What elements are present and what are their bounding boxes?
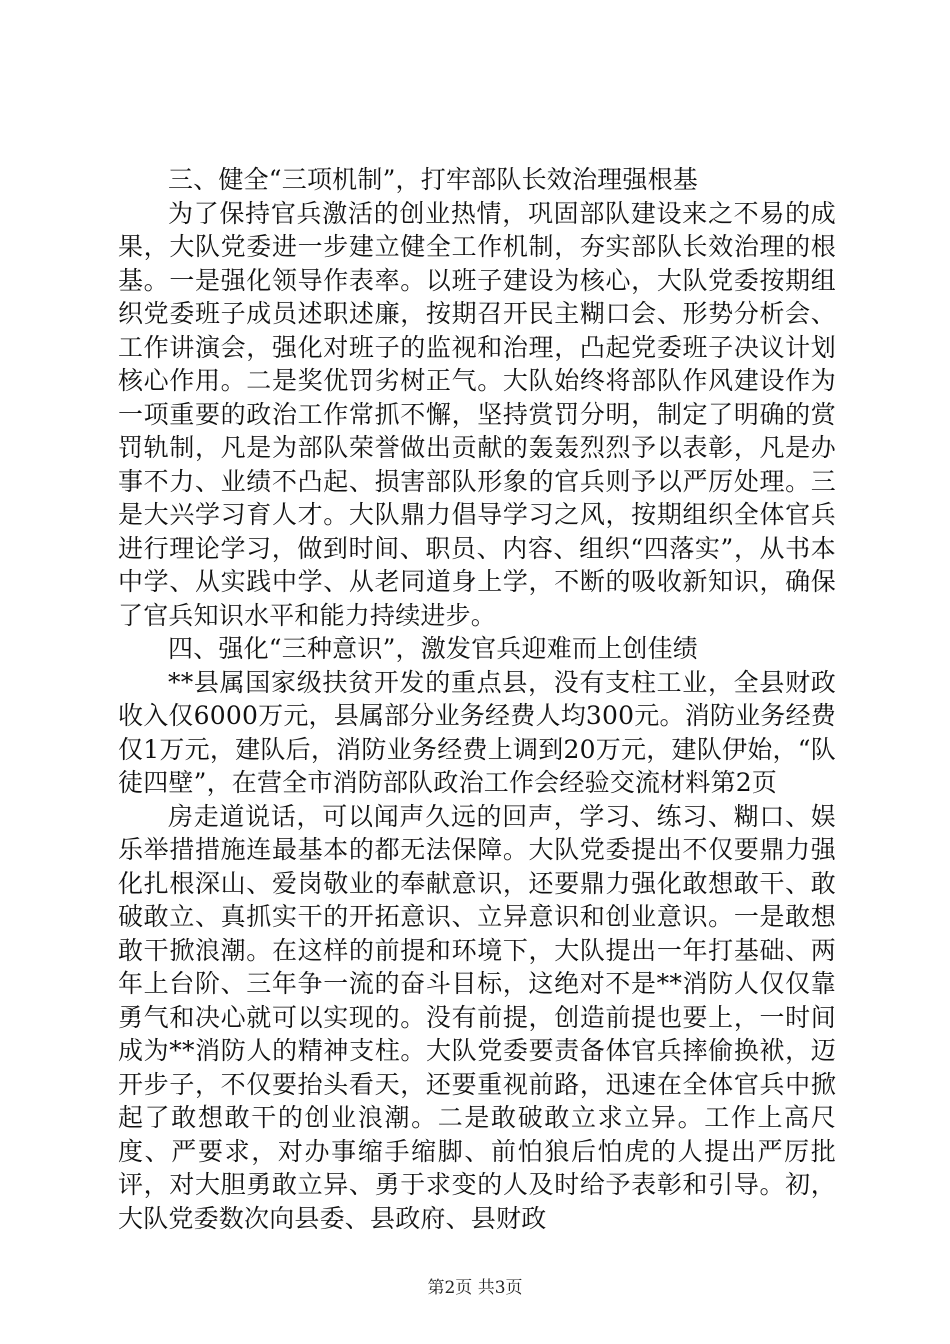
paragraph-county-background: **县属国家级扶贫开发的重点县，没有支柱工业，全县财政收入仅6000万元，县属部分业务经费人均300元。消防业务经费仅1万元，建队后，消防业务经费上调到20万元，建队伊始，“队徒四壁”，在营全市消防部队政治工作会经验交流材料第2页	[118, 667, 836, 797]
paragraph-awareness: 房走道说话，可以闻声久远的回声，学习、练习、糊口、娱乐举措措施连最基本的都无法保障。大队党委提出不仅要鼎力强化扎根深山、爱岗敬业的奉献意识，还要鼎力强化敢想敢干、敢破敢立、真抓实干的开拓意识、立异意识和创业意识。一是敢想敢干掀浪潮。在这样的前提和环境下，大队提出一年打基础、两年上台阶、三年争一流的奋斗目标，这绝对不是**消防人仅仅靠勇气和决心就可以实现的。没有前提，创造前提也要上，一时间成为**消防人的精神支柱。大队党委要责备体官兵摔偷换袱，迈开步子，不仅要抬头看天，还要重视前路，迅速在全体官兵中掀起了敢想敢干的创业浪潮。二是敢破敢立求立异。工作上高尺度、严要求，对办事缩手缩脚、前怕狼后怕虎的人提出严厉批评，对大胆勇敢立异、勇于求变的人及时给予表彰和引导。初，大队党委数次向县委、县政府、县财政	[118, 801, 836, 1233]
document-body	[118, 163, 836, 1235]
section-heading-3: 三、健全“三项机制”，打牢部队长效治理强根基	[168, 165, 698, 194]
section-heading-4: 四、强化“三种意识”，激发官兵迎难而上创佳绩	[168, 634, 698, 663]
page-footer: 第2页 共3页	[427, 1278, 523, 1298]
paragraph-mechanisms: 为了保持官兵激活的创业热情，巩固部队建设来之不易的成果，大队党委进一步建立健全工作机制，夯实部队长效治理的根基。一是强化领导作表率。以班子建设为核心，大队党委按期组织党委班子成员述职述廉，按期召开民主糊口会、形势分析会、工作讲演会，强化对班子的监视和治理，凸起党委班子决议计划核心作用。二是奖优罚劣树正气。大队始终将部队作风建设作为一项重要的政治工作常抓不懈，坚持赏罚分明，制定了明确的赏罚轨制，凡是为部队荣誉做出贡献的轰轰烈烈予以表彰，凡是办事不力、业绩不凸起、损害部队形象的官兵则予以严厉处理。三是大兴学习育人才。大队鼎力倡导学习之风，按期组织全体官兵进行理论学习，做到时间、职员、内容、组织“四落实”，从书本中学、从实践中学、从老同道身上学，不断的吸收新知识，确保了官兵知识水平和能力持续进步。	[118, 198, 836, 630]
